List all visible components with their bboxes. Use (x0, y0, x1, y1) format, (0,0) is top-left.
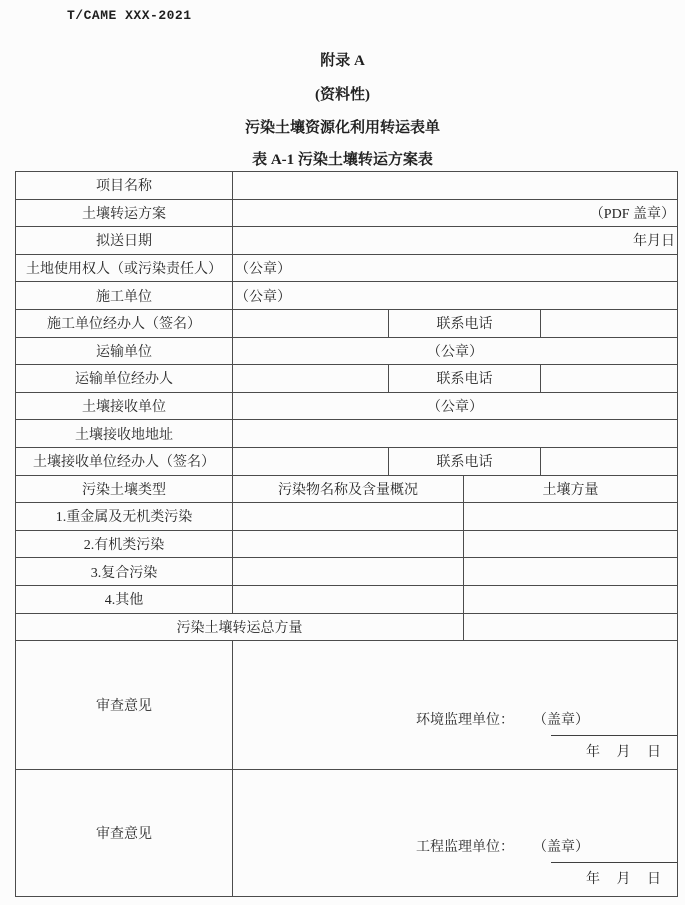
appendix-title: 附录 A (320, 53, 365, 69)
transfer-plan-value-cell: （PDF 盖章） (233, 199, 678, 227)
soil-volume-cell (464, 558, 678, 586)
soil-volume-cell (464, 530, 678, 558)
pollution-type-heavy-metal: 1.重金属及无机类污染 (16, 503, 233, 531)
stamp-seal-label: （盖章） (540, 840, 589, 856)
review-label: 审查意见 (16, 770, 233, 897)
construction-agent-phone-cell (541, 309, 678, 337)
soil-volume-header: 土壤方量 (464, 475, 678, 503)
table-row (16, 199, 678, 227)
table-row (16, 172, 678, 200)
construction-unit-seal-cell: （公章） (233, 282, 678, 310)
review-row-eng (16, 770, 678, 897)
form-title: 污染土壤资源化利用转运表单 (244, 120, 440, 136)
contact-phone-label: 联系电话 (389, 447, 541, 475)
project-name-value-cell (233, 172, 678, 200)
row-label-transfer-plan: 土壤转运方案 (16, 199, 233, 227)
table-row (16, 447, 678, 475)
table-row (16, 365, 678, 393)
signature-block-eng (416, 836, 677, 888)
row-label-transport-unit: 运输单位 (16, 337, 233, 365)
total-volume-value-cell (464, 613, 678, 641)
row-label-construction-unit: 施工单位 (16, 282, 233, 310)
pollution-row (16, 558, 678, 586)
receiving-unit-seal-cell: （公章） (233, 392, 678, 420)
signature-block-env (416, 709, 677, 761)
review-env-cell (233, 641, 678, 770)
receiving-agent-value-cell (233, 447, 389, 475)
soil-volume-cell (464, 585, 678, 613)
table-title: 表 A-1 污染土壤转运方案表 (252, 152, 433, 168)
stamp-seal-label: （盖章） (540, 713, 589, 729)
row-label-receiving-agent: 土壤接收单位经办人（签名） (16, 447, 233, 475)
signature-line1 (416, 709, 589, 729)
review-label: 审查意见 (16, 641, 233, 770)
table-row (16, 392, 678, 420)
pollution-row (16, 530, 678, 558)
env-supervision-unit-label: 环境监理单位： (416, 713, 514, 729)
table-row (16, 254, 678, 282)
contact-phone-label: 联系电话 (389, 309, 541, 337)
soil-volume-cell (464, 503, 678, 531)
total-volume-label: 污染土壤转运总方量 (16, 613, 464, 641)
construction-agent-value-cell (233, 309, 389, 337)
pollutant-name-header: 污染物名称及含量概况 (233, 475, 464, 503)
contact-phone-label: 联系电话 (389, 365, 541, 393)
transport-agent-phone-cell (541, 365, 678, 393)
receiving-address-value-cell (233, 420, 678, 448)
total-volume-row (16, 613, 678, 641)
pollution-header-row (16, 475, 678, 503)
row-label-project-name: 项目名称 (16, 172, 233, 200)
row-label-transport-agent: 运输单位经办人 (16, 365, 233, 393)
pollutant-name-cell (233, 558, 464, 586)
transport-agent-value-cell (233, 365, 389, 393)
land-owner-seal-cell: （公章） (233, 254, 678, 282)
table-row (16, 227, 678, 255)
pollution-row (16, 585, 678, 613)
row-label-construction-agent: 施工单位经办人（签名） (16, 309, 233, 337)
signature-date: 年 月 日 (586, 745, 661, 761)
signature-underline (551, 862, 677, 863)
row-label-submit-date: 拟送日期 (16, 227, 233, 255)
pollution-type-organic: 2.有机类污染 (16, 530, 233, 558)
review-eng-cell (233, 770, 678, 897)
pollutant-name-cell (233, 503, 464, 531)
doc-code: T/CAME XXX-2021 (67, 8, 192, 23)
receiving-agent-phone-cell (541, 447, 678, 475)
table-row (16, 420, 678, 448)
row-label-receiving-address: 土壤接收地地址 (16, 420, 233, 448)
table-row (16, 282, 678, 310)
signature-line1 (416, 836, 589, 856)
signature-underline (551, 735, 677, 736)
informative-label: (资料性) (315, 87, 370, 103)
row-label-receiving-unit: 土壤接收单位 (16, 392, 233, 420)
signature-date: 年 月 日 (586, 872, 661, 888)
review-row-env (16, 641, 678, 770)
pollution-row (16, 503, 678, 531)
table-row (16, 309, 678, 337)
pollution-type-composite: 3.复合污染 (16, 558, 233, 586)
transfer-plan-table (15, 171, 678, 897)
transport-unit-seal-cell: （公章） (233, 337, 678, 365)
row-label-land-owner: 土地使用权人（或污染责任人） (16, 254, 233, 282)
eng-supervision-unit-label: 工程监理单位： (416, 840, 514, 856)
pollution-type-other: 4.其他 (16, 585, 233, 613)
pollution-type-header: 污染土壤类型 (16, 475, 233, 503)
pollutant-name-cell (233, 585, 464, 613)
table-row (16, 337, 678, 365)
pollutant-name-cell (233, 530, 464, 558)
submit-date-value-cell: 年月日 (233, 227, 678, 255)
